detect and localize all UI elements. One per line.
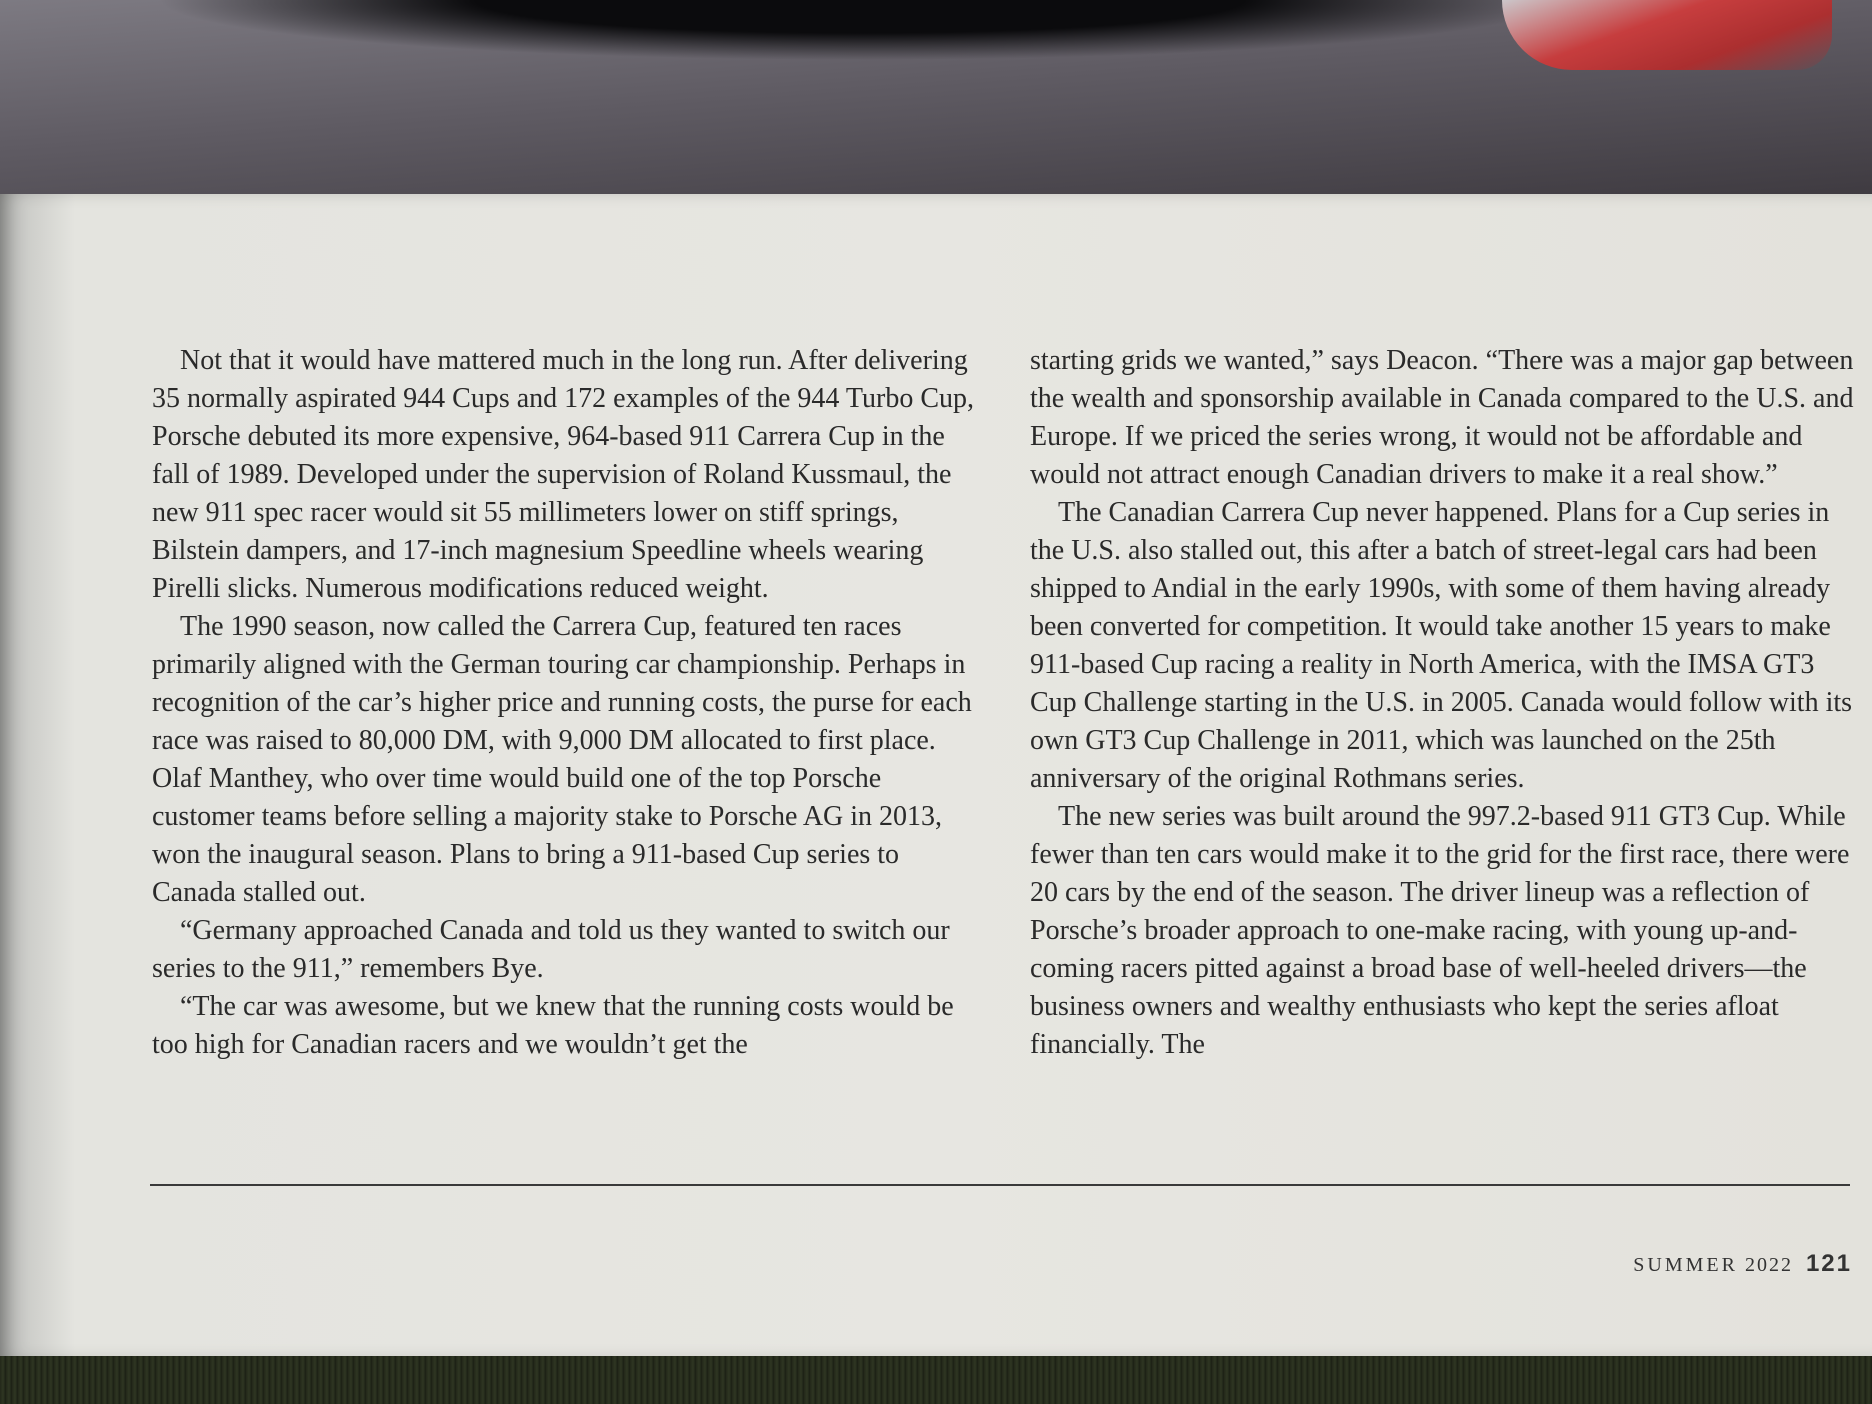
paragraph: The 1990 season, now called the Carrera Cup, featured ten races primarily aligned with the German touring car championship. Perhaps in recognition of the car’s higher price and running costs, the purse for each race was raised to 80,000 DM, with 9,000 DM allocated to first place. Olaf Manthey, who over time would build one of the top Porsche customer teams before selling a majority stake to Porsche AG in 2013, won the inaugural season. Plans to bring a 911-based Cup series to Canada stalled out.: [152, 611, 972, 908]
paragraph: “Germany approached Canada and told us they wanted to switch our series to the 911,” remembers Bye.: [152, 915, 950, 984]
paragraph: The new series was built around the 997.2-based 911 GT3 Cup. While fewer than ten cars would make it to the grid for the first race, there were 20 cars by the end of the season. The driver lineup was a reflection of Porsche’s broader approach to one-make racing, with young up-and-coming racers pitted against a broad base of well-heeled drivers—the business owners and wealthy enthusiasts who kept the series afloat financially. The: [1030, 801, 1850, 1060]
left-text-column: [152, 342, 982, 1064]
paragraph-continued: starting grids we wanted,” says Deacon. “There was a major gap between the wealth and sponsorship available in Canada compared to the U.S. and Europe. If we priced the series wrong, it would not be affordable and would not attract enough Canadian drivers to make it a real show.”: [1030, 345, 1854, 490]
footer-rule: [150, 1184, 1850, 1186]
paragraph: “The car was awesome, but we knew that the running costs would be too high for Canadian racers and we wouldn’t get the: [152, 991, 954, 1060]
right-text-column: [1030, 342, 1860, 1064]
issue-year: 2022: [1744, 1254, 1793, 1276]
page-folio: [1633, 1250, 1852, 1278]
photo-red-livery: [1502, 0, 1832, 70]
paragraph: The Canadian Carrera Cup never happened. Plans for a Cup series in the U.S. also stalled out, this after a batch of street-legal cars had been shipped to Andial in the early 1990s, with some of them having already been converted for competition. It would take another 15 years to make 911-based Cup racing a reality in North America, with the IMSA GT3 Cup Challenge starting in the U.S. in 2005. Canada would follow with its own GT3 Cup Challenge in 2011, which was launched on the 25th anniversary of the original Rothmans series.: [1030, 497, 1853, 794]
issue-season: SUMMER: [1633, 1254, 1738, 1276]
page-number: 121: [1805, 1250, 1852, 1277]
background-surface: [0, 1356, 1872, 1404]
paragraph: Not that it would have mattered much in the long run. After delivering 35 normally aspirated 944 Cups and 172 examples of the 944 Turbo Cup, Porsche debuted its more expensive, 964-based 911 Carrera Cup in the fall of 1989. Developed under the supervision of Roland Kussmaul, the new 911 spec racer would sit 55 millimeters lower on stiff springs, Bilstein dampers, and 17-inch magnesium Speedline wheels wearing Pirelli slicks. Numerous modifications reduced weight.: [152, 345, 975, 604]
